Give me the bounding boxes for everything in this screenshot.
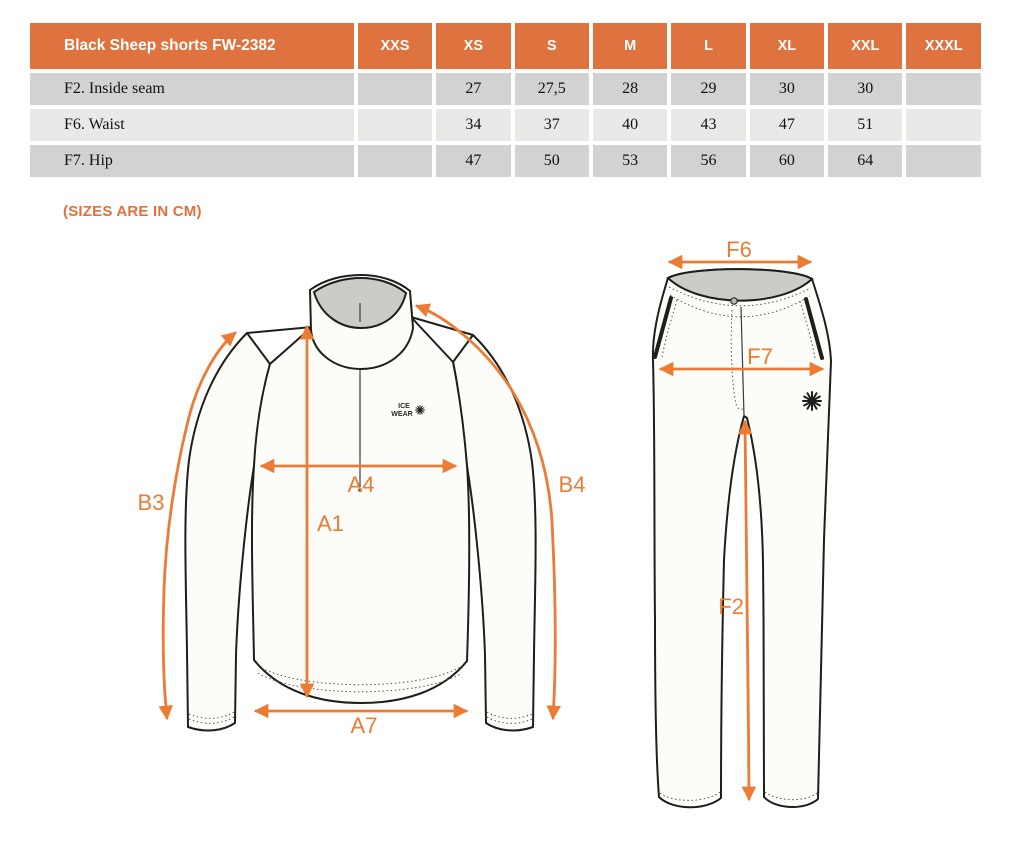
size-column-header: XS <box>436 23 510 69</box>
size-value-cell: 34 <box>436 109 510 141</box>
size-value-cell: 27,5 <box>515 73 589 105</box>
size-table-head-row <box>30 23 981 69</box>
size-value-cell <box>906 145 981 177</box>
label-B4: B4 <box>558 472 586 497</box>
size-value-cell: 43 <box>671 109 745 141</box>
size-value-cell: 60 <box>750 145 824 177</box>
label-F6: F6 <box>726 237 752 262</box>
measurement-label-cell: F7. Hip <box>30 145 354 177</box>
size-value-cell: 30 <box>750 73 824 105</box>
pants-drawing <box>653 269 831 807</box>
size-chart-table <box>26 19 985 181</box>
size-value-cell <box>358 73 432 105</box>
label-B3: B3 <box>137 490 165 515</box>
size-value-cell: 30 <box>828 73 902 105</box>
size-column-header: S <box>515 23 589 69</box>
size-value-cell <box>358 109 432 141</box>
shirt-drawing <box>185 275 535 730</box>
size-value-cell <box>906 109 981 141</box>
arrow-F2 <box>745 422 749 799</box>
size-value-cell: 47 <box>436 145 510 177</box>
size-value-cell: 37 <box>515 109 589 141</box>
pants-button <box>731 298 737 304</box>
size-value-cell: 64 <box>828 145 902 177</box>
label-F2: F2 <box>718 594 744 619</box>
product-title: Black Sheep shorts FW-2382 <box>30 23 354 69</box>
sizes-note: (SIZES ARE IN CM) <box>63 203 202 220</box>
size-value-cell <box>906 73 981 105</box>
label-F7: F7 <box>747 344 773 369</box>
size-column-header: XXL <box>828 23 902 69</box>
size-value-cell: 27 <box>436 73 510 105</box>
size-value-cell: 28 <box>593 73 667 105</box>
size-value-cell: 50 <box>515 145 589 177</box>
size-value-cell: 29 <box>671 73 745 105</box>
garment-diagram <box>0 230 1031 849</box>
size-value-cell: 51 <box>828 109 902 141</box>
label-A4: A4 <box>347 472 375 497</box>
size-column-header: XL <box>750 23 824 69</box>
size-column-header: L <box>671 23 745 69</box>
label-A1: A1 <box>317 511 344 536</box>
size-value-cell: 47 <box>750 109 824 141</box>
table-row <box>30 109 981 141</box>
shirt-body <box>252 317 469 703</box>
logo-line2: WEAR <box>391 411 413 418</box>
size-table-body <box>30 73 981 177</box>
measurement-label-cell: F6. Waist <box>30 109 354 141</box>
size-value-cell <box>358 145 432 177</box>
size-column-header: XXXL <box>906 23 981 69</box>
logo-line1: ICE <box>398 403 410 410</box>
size-column-header: XXS <box>358 23 432 69</box>
size-value-cell: 56 <box>671 145 745 177</box>
measurement-label-cell: F2. Inside seam <box>30 73 354 105</box>
table-row <box>30 73 981 105</box>
size-column-header: M <box>593 23 667 69</box>
label-A7: A7 <box>350 713 378 738</box>
size-value-cell: 40 <box>593 109 667 141</box>
size-value-cell: 53 <box>593 145 667 177</box>
table-row <box>30 145 981 177</box>
